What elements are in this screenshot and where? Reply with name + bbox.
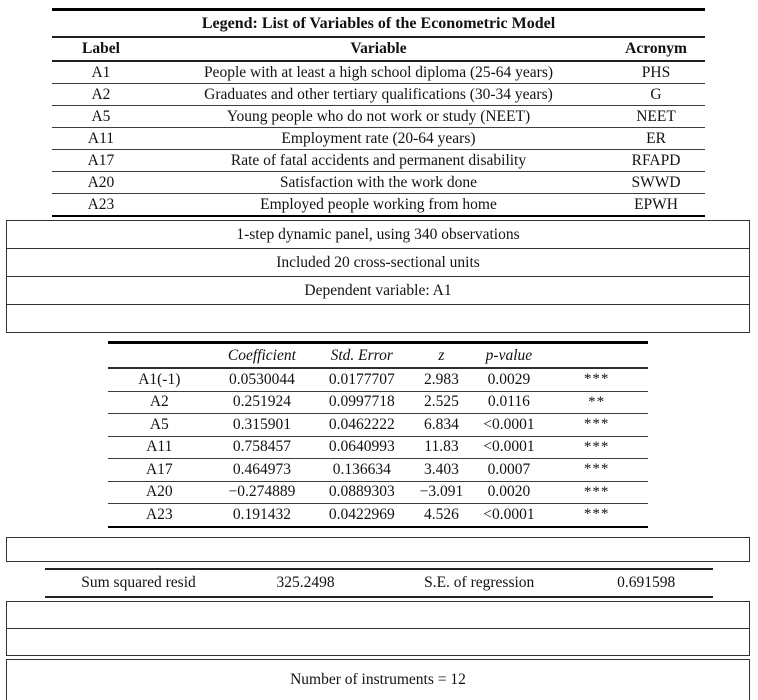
results-col-term [108, 343, 211, 369]
legend-title-row [52, 10, 705, 38]
legend-col-acronym: Acronym [607, 37, 705, 61]
legend-cell-variable: Graduates and other tertiary qualifications (30-34 years) [150, 84, 607, 106]
legend-col-variable: Variable [150, 37, 607, 61]
results-row [108, 414, 648, 437]
results-row [108, 391, 648, 414]
results-cell-z: −3.091 [410, 481, 472, 504]
model-info-observations: 1-step dynamic panel, using 340 observations [236, 225, 520, 243]
results-row [108, 459, 648, 482]
results-col-std-error: Std. Error [313, 343, 410, 369]
results-cell-coef: 0.191432 [232, 505, 291, 523]
results-cell-term: A1(-1) [108, 368, 211, 391]
results-col-z: z [410, 343, 472, 369]
results-cell-stars: *** [545, 436, 648, 459]
results-col-p-value: p-value [472, 343, 545, 369]
results-cell-se: 0.0889303 [313, 481, 410, 504]
legend-row [52, 84, 705, 106]
results-cell-coef: 0.758457 [211, 436, 314, 459]
results-cell-se: 0.0462222 [313, 414, 410, 437]
results-cell-z: 6.834 [410, 414, 472, 437]
model-info-dependent: Dependent variable: A1 [7, 276, 749, 304]
results-cell-z: 4.526 [423, 505, 459, 523]
empty-box [6, 537, 750, 562]
legend-header-row [52, 37, 705, 61]
results-header-row [108, 343, 648, 369]
results-cell-term: A17 [108, 459, 211, 482]
model-info-boxes [6, 220, 750, 333]
results-cell-p: 0.0116 [472, 391, 545, 414]
results-cell-stars: ** [545, 391, 648, 414]
results-cell-se: 0.0177707 [313, 368, 410, 391]
stats-label-se-of-regression: S.E. of regression [424, 574, 535, 591]
results-cell-p: <0.0001 [472, 414, 545, 437]
stats-row [45, 568, 713, 598]
results-cell-coef: 0.251924 [211, 391, 314, 414]
results-cell-term: A5 [108, 414, 211, 437]
results-cell-term: A2 [108, 391, 211, 414]
legend-row [52, 106, 705, 128]
results-row [108, 368, 648, 391]
legend-row [52, 61, 705, 84]
results-cell-coef: −0.274889 [211, 481, 314, 504]
legend-cell-variable: People with at least a high school diploma (25-64 years) [150, 61, 607, 84]
results-cell-se: 0.0640993 [313, 436, 410, 459]
results-row [108, 481, 648, 504]
stats-value-se-of-regression: 0.691598 [617, 574, 676, 591]
legend-cell-label: A23 [87, 195, 115, 213]
stats-label-sum-squared-resid: Sum squared resid [81, 574, 196, 591]
results-cell-p: <0.0001 [483, 505, 535, 523]
legend-cell-variable: Employed people working from home [260, 195, 497, 213]
legend-cell-variable: Employment rate (20-64 years) [150, 128, 607, 150]
legend-cell-label: A17 [52, 150, 150, 172]
legend-table [52, 8, 705, 217]
results-cell-term: A23 [145, 505, 173, 523]
results-cell-se: 0.0997718 [313, 391, 410, 414]
legend-col-label: Label [52, 37, 150, 61]
results-cell-term: A11 [108, 436, 211, 459]
stats-value-sum-squared-resid: 325.2498 [276, 574, 335, 591]
instruments-text: Number of instruments = 12 [290, 671, 466, 688]
results-cell-p: 0.0020 [472, 481, 545, 504]
results-cell-z: 2.525 [410, 391, 472, 414]
results-cell-stars: *** [583, 506, 610, 523]
legend-row [52, 128, 705, 150]
legend-cell-acronym: PHS [607, 61, 705, 84]
legend-cell-acronym: NEET [607, 106, 705, 128]
results-cell-p: <0.0001 [472, 436, 545, 459]
legend-cell-acronym: ER [607, 128, 705, 150]
results-cell-stars: *** [545, 368, 648, 391]
model-info-empty [7, 304, 749, 332]
results-cell-term: A20 [108, 481, 211, 504]
legend-cell-acronym: G [607, 84, 705, 106]
legend-cell-acronym: EPWH [634, 195, 678, 213]
legend-row [52, 172, 705, 194]
legend-row [52, 150, 705, 172]
empty-box [7, 602, 749, 628]
results-col-significance [545, 343, 648, 369]
results-cell-coef: 0.315901 [211, 414, 314, 437]
results-cell-coef: 0.0530044 [211, 368, 314, 391]
legend-cell-label: A11 [52, 128, 150, 150]
legend-row [52, 194, 705, 217]
legend-cell-variable: Young people who do not work or study (NEET) [150, 106, 607, 128]
results-cell-coef: 0.464973 [211, 459, 314, 482]
empty-boxes [6, 601, 750, 656]
results-cell-z: 2.983 [410, 368, 472, 391]
results-cell-stars: *** [545, 481, 648, 504]
results-cell-z: 3.403 [410, 459, 472, 482]
instruments-box [6, 659, 750, 700]
legend-cell-variable: Satisfaction with the work done [150, 172, 607, 194]
legend-cell-label: A2 [52, 84, 150, 106]
legend-cell-label: A20 [52, 172, 150, 194]
legend-cell-variable: Rate of fatal accidents and permanent disability [150, 150, 607, 172]
legend-title: Legend: List of Variables of the Econometric Model [52, 10, 705, 38]
results-row [108, 504, 648, 527]
results-cell-z: 11.83 [410, 436, 472, 459]
results-cell-stars: *** [545, 459, 648, 482]
results-cell-se: 0.0422969 [328, 505, 395, 523]
legend-cell-acronym: RFAPD [607, 150, 705, 172]
results-table [108, 341, 648, 528]
results-cell-p: 0.0007 [472, 459, 545, 482]
legend-cell-label: A5 [52, 106, 150, 128]
results-row [108, 436, 648, 459]
legend-cell-acronym: SWWD [607, 172, 705, 194]
results-col-coefficient: Coefficient [211, 343, 314, 369]
results-cell-se: 0.136634 [313, 459, 410, 482]
legend-cell-label: A1 [52, 61, 150, 84]
results-cell-p: 0.0029 [472, 368, 545, 391]
results-cell-stars: *** [545, 414, 648, 437]
model-info-units: Included 20 cross-sectional units [7, 248, 749, 276]
empty-box [7, 628, 749, 655]
